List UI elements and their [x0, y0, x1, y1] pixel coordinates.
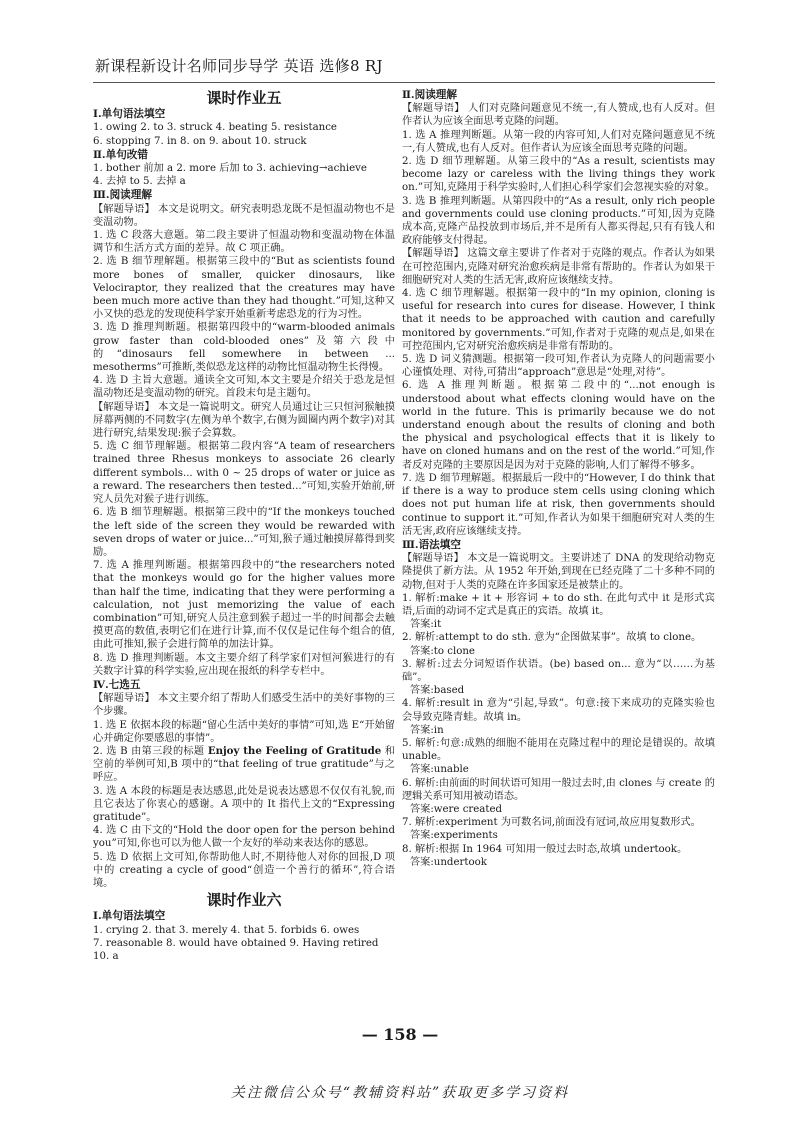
subsection-heading: Ⅲ.语法填空 — [402, 538, 461, 551]
paragraph: 6. 选 B 细节理解题。根据第三段中的“If the monkeys touched the left side of the screen they would be rewarded with seven drops of water or juice...”可知,猴子通过触摸屏幕得到奖励。 — [93, 507, 395, 558]
paragraph-text: 2. 选 B 由第三段的标题 — [93, 745, 208, 757]
paragraph — [93, 745, 395, 785]
paragraph: 6. 选 A 推理判断题。根据第二段中的“...not enough is understood about what effects cloning would have on the world in the future. This is primarily because we do not understand enough about the results of cloning and both the physical and psychological effects that it is likely to have on cloned humans and on the rest of the world.”可知,作者反对克隆的主要原因是因为对于克隆的影响,人们了解得不够多。 — [402, 380, 715, 471]
answer-line: 答案:based — [410, 685, 465, 697]
answer-row: 1. crying 2. that 3. merely 4. that 5. forbids 6. owes — [93, 924, 360, 936]
paragraph: 5. 选 D 词义猜测题。根据第一段可知,作者认为克隆人的问题需要小心谨慎处理、对待,可猜出“approach”意思是“处理,对待”。 — [402, 354, 715, 379]
paragraph: 1. 选 E 依据本段的标题“留心生活中美好的事情”可知,选 E“开始留心并确定你要感恩的事情”。 — [93, 719, 395, 744]
paragraph: 【解题导语】 人们对克隆问题意见不统一,有人赞成,也有人反对。但作者认为应该全面思考克隆的问题。 — [402, 103, 715, 128]
paragraph: 3. 选 D 推理判断题。根据第四段中的“warm-blooded animals grow faster than cold-blooded ones”及第六段中的“dinosaurs fell somewhere in between ... mesotherms”可推断,类似恐龙这样的动物比恒温动物生长得慢。 — [93, 322, 395, 374]
paragraph: 4. 解析:result in 意为“引起,导致”。句意:接下来成功的克隆实验也会导致克隆青蛙。故填 in。 — [402, 698, 715, 723]
paragraph: 4. 选 C 由下文的“Hold the door open for the person behind you”可知,你也可以为他人做一个友好的举动来表达你的感恩。 — [93, 825, 395, 850]
paragraph: 2. 解析:attempt to do sth. 意为“企图做某事”。故填 to clone。 — [402, 632, 702, 644]
left-column — [93, 88, 395, 963]
paragraph: 1. 选 C 段落大意题。第二段主要讲了恒温动物和变温动物在体温调节和生活方式方面的差异。故 C 项正确。 — [93, 230, 395, 255]
paragraph: 8. 解析:根据 In 1964 可知用一般过去时态,故填 undertook。 — [402, 843, 688, 855]
footer-note: 关注微信公众号“教辅资料站”获取更多学习资料 — [230, 1085, 570, 1101]
paragraph: 【解题导语】 本文是一篇说明文。主要讲述了 DNA 的发现给动物克隆提供了新方法。从 1952 年开始,到现在已经克隆了二十多种不同的动物,但对于人类的克隆在许多国家还是被禁止的。 — [402, 553, 715, 591]
answer-row: 6. stopping 7. in 8. on 9. about 10. struck — [93, 135, 307, 147]
paragraph: 4. 选 C 细节理解题。根据第一段中的“In my opinion, cloning is useful for research into cures for disease. However, I think that it needs to be approached with caution and carefully monitored by governments.”可知,作者对于克隆的观点是,如果在可控范围内,它对研究治愈疾病是非常有帮助的。 — [402, 288, 715, 352]
running-header: 新课程新设计名师同步导学 英语 选修8 RJ — [95, 57, 383, 75]
section-title: 课时作业五 — [206, 89, 282, 107]
paragraph: 5. 选 D 依据上文可知,你帮助他人时,不期待他人对你的回报,D 项中的 creating a cycle of good“创造一个善行的循环”,符合语境。 — [93, 851, 395, 889]
answer-line: 答案:experiments — [410, 830, 498, 842]
paragraph: 2. 选 D 细节理解题。从第三段中的“As a result, scientists may become lazy or careless with the living things they work on.”可知,克隆用于科学实验时,人们担心科学家们会忽视实验的对象。 — [402, 156, 715, 194]
paragraph: 5. 选 C 细节理解题。根据第二段内容“A team of researchers trained three Rhesus monkeys to associate 26 clearly different symbols... with 0 ~ 25 drops of water or juice as a reward. The researchers then tested...”可知,实验开始前,研究人员先对猴子进行训练。 — [93, 441, 395, 506]
paragraph: 1. 选 A 推理判断题。从第一段的内容可知,人们对克隆问题意见不统一,有人赞成,也有人反对。但作者认为应该全面思考克隆的问题。 — [402, 129, 715, 154]
paragraph: 【解题导语】 本文主要介绍了帮助人们感受生活中的美好事物的三个步骤。 — [93, 693, 395, 718]
subsection-heading: Ⅳ.七选五 — [93, 678, 141, 691]
paragraph: 7. 解析:experiment 为可数名词,前面没有冠词,故应用复数形式。 — [402, 817, 701, 829]
answer-line: 答案:it — [410, 619, 442, 631]
paragraph: 3. 选 B 推理判断题。从第四段中的“As a result, only rich people and governments could use cloning products.”可知,因为克隆成本高,克隆产品投放到市场后,并不是所有人都买得起,只有有钱人和政府能够支付得起。 — [402, 195, 715, 247]
subsection-heading: Ⅲ.阅读理解 — [93, 189, 152, 202]
answer-row: 4. 去掉 to 5. 去掉 a — [93, 176, 186, 188]
answer-row: 7. reasonable 8. would have obtained 9. Having retired — [93, 937, 379, 949]
answer-line: 答案:unable — [410, 764, 469, 776]
paragraph: 4. 选 D 主旨大意题。通读全文可知,本文主要是介绍关于恐龙是恒温动物还是变温动物的研究。首段末句是主题句。 — [93, 375, 395, 400]
paragraph-text: 和空前的举例可知,B 项中的“that feeling of true gratitude”与之呼应。 — [93, 745, 395, 784]
subsection-heading: Ⅰ.单句语法填空 — [93, 108, 166, 121]
paragraph: 3. 选 A 本段的标题是表达感恩,此处是说表达感恩不仅仅有礼貌,而且它表达了你衷心的感谢。A 项中的 It 指代上文的“Expressing gratitude”。 — [93, 785, 395, 823]
paragraph: 1. 解析:make + it + 形容词 + to do sth. 在此句式中 it 是形式宾语,后面的动词不定式是真正的宾语。故填 it。 — [402, 592, 715, 617]
answer-row: 10. a — [93, 951, 119, 962]
answer-row: 1. owing 2. to 3. struck 4. beating 5. resistance — [93, 122, 337, 134]
section-title: 课时作业六 — [206, 891, 282, 910]
paragraph: 【解题导语】 本文是说明文。研究表明恐龙既不是恒温动物也不是变温动物。 — [93, 203, 395, 228]
answer-row: 1. bother 前加 a 2. more 后加 to 3. achieving→achieve — [93, 163, 367, 175]
header-rule — [93, 82, 715, 83]
subsection-heading: Ⅱ.单句改错 — [93, 148, 148, 161]
paragraph: 8. 选 D 推理判断题。本文主要介绍了科学家们对恒河猴进行的有关数字计算的科学实验,应出现在报纸的科学专栏中。 — [93, 652, 395, 677]
subsection-heading: Ⅰ.单句语法填空 — [93, 910, 166, 923]
subsection-heading: Ⅱ.阅读理解 — [402, 89, 457, 101]
answer-line: 答案:in — [410, 724, 444, 736]
paragraph: 【解题导语】 这篇文章主要讲了作者对于克隆的观点。作者认为如果在可控范围内,克隆对研究治愈疾病是非常有帮助的。作者认为如果干细胞研究对人类的生活无害,政府应该继续支持。 — [402, 248, 715, 286]
page-number: — 158 — — [361, 1025, 439, 1044]
paragraph: 【解题导语】 本文是一篇说明文。研究人员通过让三只恒河猴触摸屏幕两侧的不同数字(左侧为单个数字,右侧为圆圈内两个数字)对其进行研究,结果发现:猴子会算数。 — [93, 401, 395, 440]
paragraph: 2. 选 B 细节理解题。根据第三段中的“But as scientists found more bones of smaller, quicker dinosaurs, like Velociraptor, they realized that the creatures may have been much more active than they had thought.”可知,这种又小又快的恐龙的发现使科学家开始重新考虑恐龙的行为习性。 — [93, 256, 395, 321]
answer-line: 答案:were created — [410, 803, 503, 815]
paragraph: 7. 选 A 推理判断题。根据第四段中的“the researchers noted that the monkeys would go for the higher values more than half the time, indicating that they were performing a calculation, not just memorizing the value of each combination”可知,研究人员注意到猴子超过一半的时间都会去触摸更高的数值,表明它们在进行计算,而不仅仅是记住每个组合的值,由此可推知,猴子会进行简单的加法计算。 — [93, 560, 395, 651]
paragraph: 6. 解析:由前面的时间状语可知用一般过去时,由 clones 与 create 的逻辑关系可知用被动语态。 — [402, 777, 715, 802]
paragraph: 7. 选 D 细节理解题。根据最后一段中的“However, I do think that if there is a way to produce stem cells using cloning which does not put human life at risk, then governments should continue to support it.”可知,作者认为如果干细胞研究对人类的生活无害,政府应该继续支持。 — [402, 472, 715, 537]
paragraph: 3. 解析:过去分词短语作状语。(be) based on... 意为“以……为基础”。 — [402, 658, 715, 683]
right-column — [402, 88, 715, 869]
answer-line: 答案:to clone — [410, 645, 475, 657]
answer-line: 答案:undertook — [410, 856, 487, 868]
bold-heading-text: Enjoy the Feeling of Gratitude — [207, 744, 382, 757]
paragraph: 5. 解析:句意:成熟的细胞不能用在克隆过程中的理论是错误的。故填 unable。 — [402, 737, 715, 763]
